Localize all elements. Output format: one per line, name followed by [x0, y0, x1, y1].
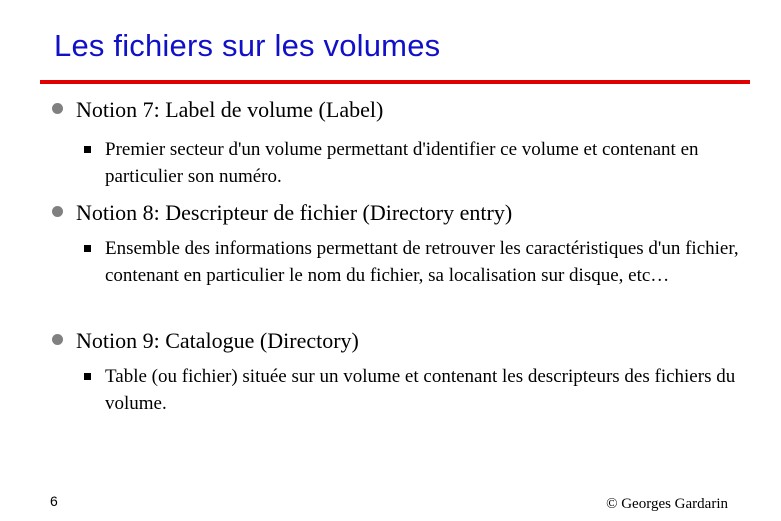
- bullet-notion-8: [52, 200, 512, 226]
- sub-bullet-text: Premier secteur d'un volume permettant d'identifier ce volume et contenant en particulier son numéro.: [105, 139, 699, 187]
- square-bullet-icon: [84, 373, 91, 380]
- square-bullet-icon: [84, 245, 91, 252]
- sub-bullet-text: Ensemble des informations permettant de retrouver les caractéristiques d'un fichier, contenant en particulier le nom du fichier, sa localisation sur disque, etc…: [105, 238, 739, 286]
- sub-bullet-text: Table (ou fichier) située sur un volume et contenant les descripteurs des fichiers du volume.: [105, 366, 736, 414]
- bullet-notion-7: [52, 97, 383, 123]
- sub-bullet-notion-9: [84, 363, 764, 417]
- bullet-heading: Notion 7: Label de volume (Label): [76, 97, 384, 122]
- page-number: 6: [50, 493, 58, 509]
- bullet-dot-icon: [52, 206, 63, 217]
- copyright-notice: © Georges Gardarin: [606, 496, 728, 512]
- slide-title: Les fichiers sur les volumes: [54, 28, 441, 63]
- title-underline: [40, 80, 750, 84]
- bullet-notion-9: [52, 328, 359, 354]
- sub-bullet-notion-8: [84, 235, 764, 289]
- bullet-dot-icon: [52, 334, 63, 345]
- bullet-heading: Notion 8: Descripteur de fichier (Directory entry): [76, 200, 513, 225]
- bullet-heading: Notion 9: Catalogue (Directory): [76, 328, 359, 353]
- square-bullet-icon: [84, 146, 91, 153]
- bullet-dot-icon: [52, 103, 63, 114]
- sub-bullet-notion-7: [84, 136, 764, 190]
